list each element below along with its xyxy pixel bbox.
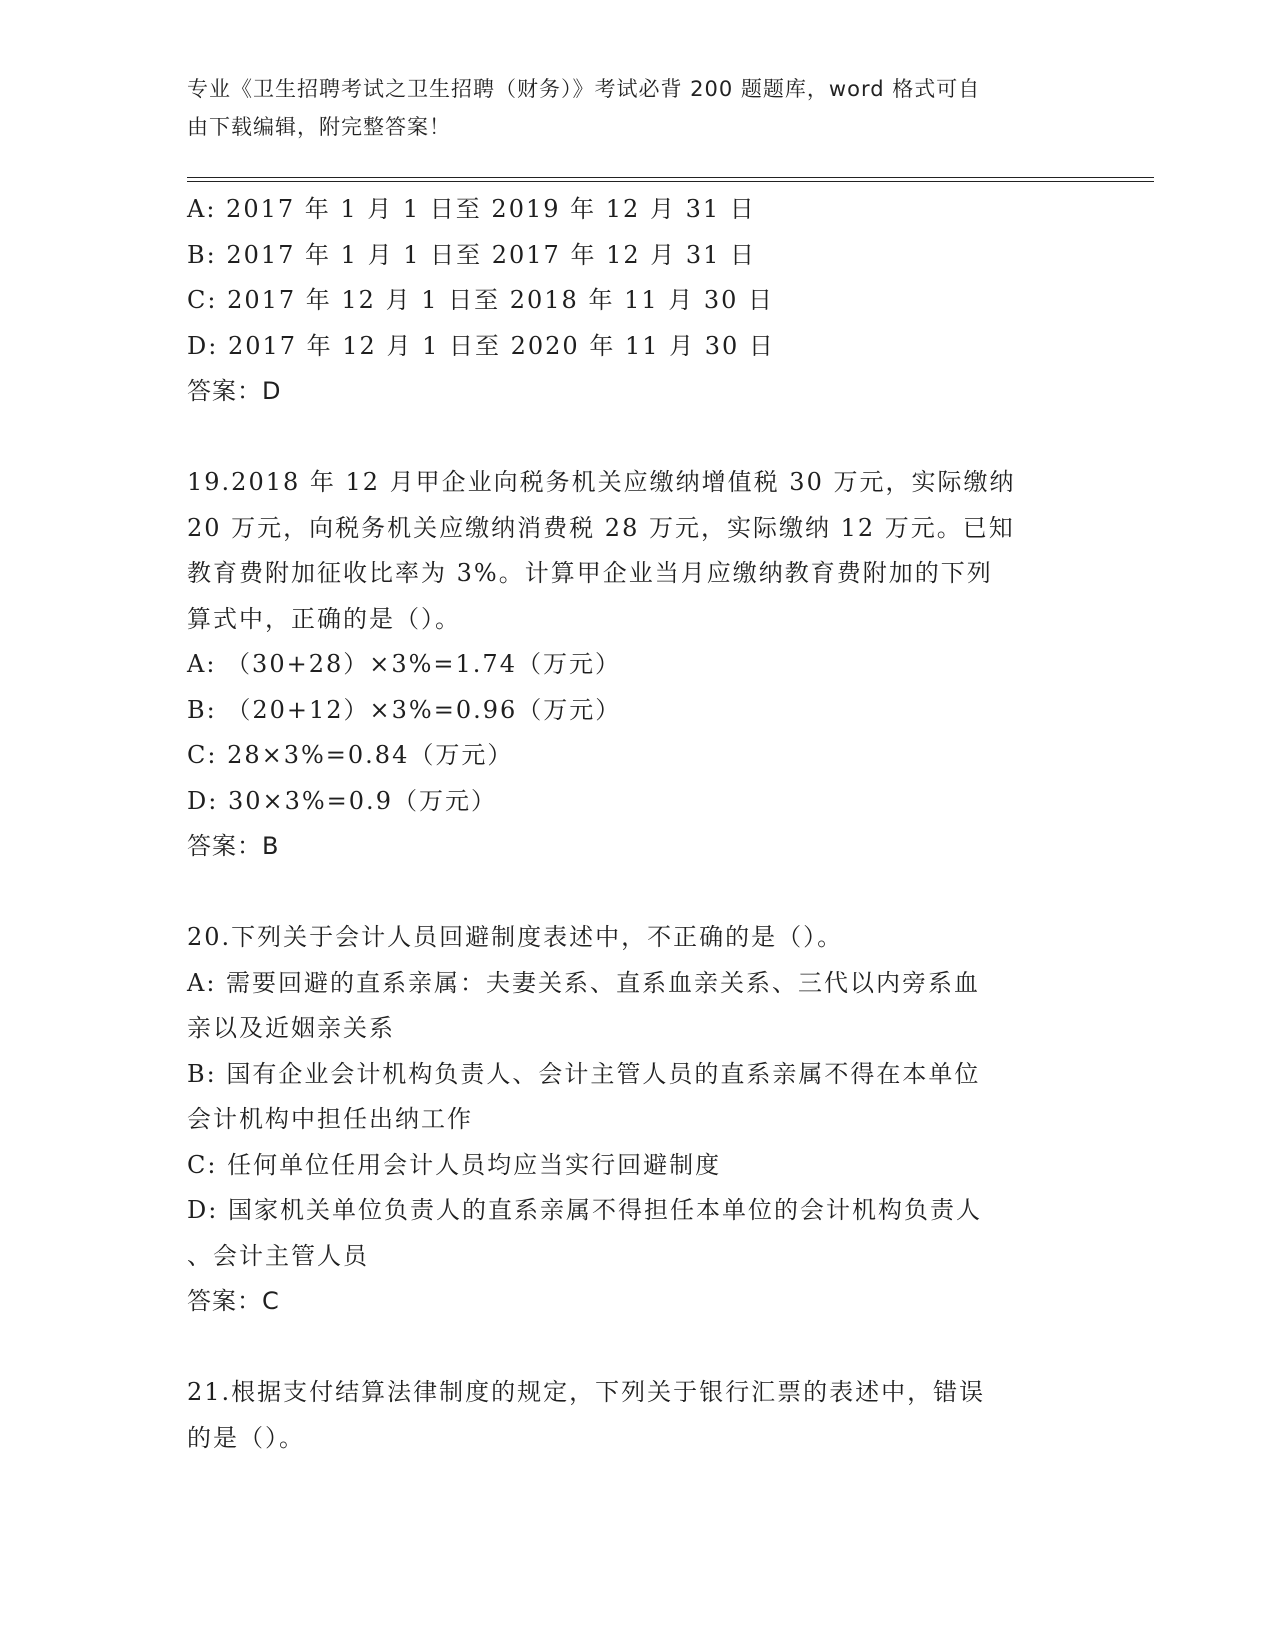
q20-option-a-line-1: A: 需要回避的直系亲属：夫妻关系、直系血亲关系、三代以内旁系血 <box>187 968 981 997</box>
q19-stem-line-2: 20 万元，向税务机关应缴纳消费税 28 万元，实际缴纳 12 万元。已知 <box>187 513 1015 542</box>
q18-option-d: D: 2017 年 12 月 1 日至 2020 年 11 月 30 日 <box>187 331 775 360</box>
q20-answer: 答案：C <box>187 1287 280 1315</box>
q19-option-c: C: 28×3%=0.84（万元） <box>187 741 514 769</box>
q20-option-a-line-2: 亲以及近姻亲关系 <box>187 1014 395 1042</box>
q21-stem-line-1: 21.根据支付结算法律制度的规定，下列关于银行汇票的表述中，错误 <box>187 1378 986 1406</box>
q19-answer: 答案：B <box>187 832 280 860</box>
header-line-2: 由下载编辑，附完整答案！ <box>187 115 451 139</box>
q20-stem-line-1: 20.下列关于会计人员回避制度表述中，不正确的是（）。 <box>187 923 844 951</box>
spacer <box>187 415 1077 461</box>
page-header <box>187 70 1067 146</box>
q19-option-a: A: （30+28）×3%=1.74（万元） <box>187 650 621 678</box>
question-18-options <box>187 187 1077 415</box>
question-20 <box>187 915 1077 1325</box>
q21-stem-line-2: 的是（）。 <box>187 1423 305 1452</box>
q20-option-d-line-2: 、会计主管人员 <box>187 1241 369 1270</box>
q19-option-d: D: 30×3%=0.9（万元） <box>187 786 497 815</box>
q19-stem-line-3: 教育费附加征收比率为 3%。计算甲企业当月应缴纳教育费附加的下列 <box>187 559 993 587</box>
spacer <box>187 870 1077 916</box>
question-21 <box>187 1370 1077 1461</box>
q20-option-b-line-1: B: 国有企业会计机构负责人、会计主管人员的直系亲属不得在本单位 <box>187 1059 981 1088</box>
q18-answer: 答案：D <box>187 377 282 405</box>
question-content <box>187 187 1077 1461</box>
q19-stem-line-4: 算式中，正确的是（）。 <box>187 604 461 633</box>
q18-option-c: C: 2017 年 12 月 1 日至 2018 年 11 月 30 日 <box>187 286 775 314</box>
question-19 <box>187 460 1077 870</box>
q18-option-b: B: 2017 年 1 月 1 日至 2017 年 12 月 31 日 <box>187 240 757 269</box>
q18-option-a: A: 2017 年 1 月 1 日至 2019 年 12 月 31 日 <box>187 195 756 223</box>
q20-option-d-line-1: D: 国家机关单位负责人的直系亲属不得担任本单位的会计机构负责人 <box>187 1196 982 1224</box>
spacer <box>187 1325 1077 1371</box>
q19-option-b: B: （20+12）×3%=0.96（万元） <box>187 695 622 724</box>
header-line-1: 专业《卫生招聘考试之卫生招聘（财务）》考试必背 200 题题库，word 格式可自 <box>187 77 981 101</box>
q20-option-c: C: 任何单位任用会计人员均应当实行回避制度 <box>187 1150 722 1179</box>
q19-stem-line-1: 19.2018 年 12 月甲企业向税务机关应缴纳增值税 30 万元，实际缴纳 <box>187 468 1016 496</box>
q20-option-b-line-2: 会计机构中担任出纳工作 <box>187 1105 473 1133</box>
header-divider <box>187 177 1154 182</box>
